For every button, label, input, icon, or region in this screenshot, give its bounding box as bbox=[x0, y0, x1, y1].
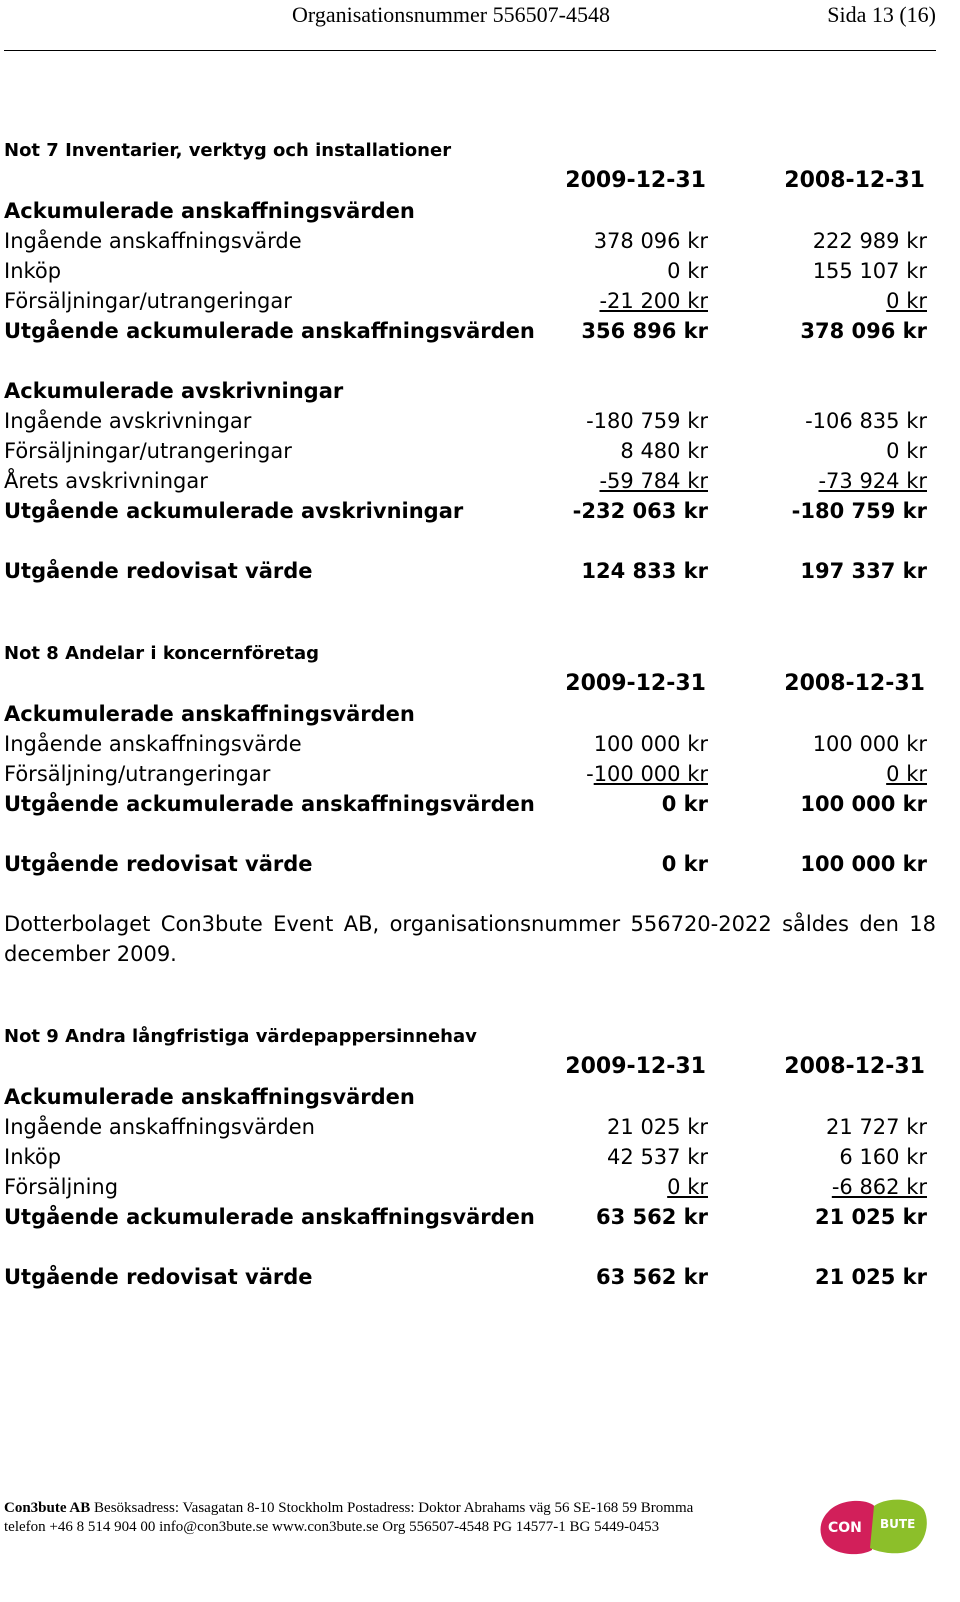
column-headers bbox=[4, 166, 954, 196]
note-paragraph: Dotterbolaget Con3bute Event AB, organisationsnummer 556720-2022 såldes den 18 december 2009. bbox=[4, 912, 936, 966]
column-headers bbox=[4, 669, 954, 699]
logo-text-left: CON bbox=[828, 1520, 862, 1536]
section-heading: Ackumulerade anskaffningsvärden bbox=[4, 199, 415, 223]
total-row: Utgående ackumulerade anskaffningsvärden 63 562 kr 21 025 kr bbox=[4, 1205, 927, 1229]
book-value-row: Utgående redovisat värde 124 833 kr 197 337 kr bbox=[4, 559, 927, 583]
note-title: Not 9 Andra långfristiga värdepappersinnehav bbox=[4, 1026, 477, 1047]
table-row: Försäljningar/utrangeringar 8 480 kr 0 kr bbox=[4, 439, 927, 463]
page-number: Sida 13 (16) bbox=[827, 2, 936, 27]
page-header bbox=[0, 0, 960, 30]
column-2008: 2008-12-31 bbox=[784, 1054, 925, 1079]
table-row: Inköp 0 kr 155 107 kr bbox=[4, 259, 927, 283]
logo-text-right: BUTE bbox=[880, 1517, 916, 1531]
header-divider bbox=[4, 50, 936, 51]
note-9 bbox=[4, 1022, 954, 1292]
column-2009: 2009-12-31 bbox=[565, 1054, 706, 1079]
footer-line-1: Con3bute AB Besöksadress: Vasagatan 8-10 Stockholm Postadress: Doktor Abrahams väg 56 SE-168 59 Bromma bbox=[4, 1500, 694, 1516]
footer-line-2: telefon +46 8 514 904 00 info@con3bute.se www.con3bute.se Org 556507-4548 PG 14577-1 BG 5449-0453 bbox=[4, 1519, 660, 1535]
total-row: Utgående ackumulerade anskaffningsvärden 356 896 kr 378 096 kr bbox=[4, 319, 927, 343]
note-7 bbox=[4, 136, 954, 586]
column-2009: 2009-12-31 bbox=[565, 671, 706, 696]
book-value-row: Utgående redovisat värde 0 kr 100 000 kr bbox=[4, 852, 927, 876]
column-2009: 2009-12-31 bbox=[565, 168, 706, 193]
note-8 bbox=[4, 639, 954, 969]
company-logo bbox=[818, 1494, 928, 1558]
total-row: Utgående ackumulerade anskaffningsvärden 0 kr 100 000 kr bbox=[4, 792, 927, 816]
note-title: Not 7 Inventarier, verktyg och installationer bbox=[4, 140, 452, 161]
book-value-row: Utgående redovisat värde 63 562 kr 21 025 kr bbox=[4, 1265, 927, 1289]
table-row: Försäljning 0 kr -6 862 kr bbox=[4, 1175, 927, 1199]
section-heading: Ackumulerade avskrivningar bbox=[4, 379, 344, 403]
note-title: Not 8 Andelar i koncernföretag bbox=[4, 643, 319, 664]
total-row: Utgående ackumulerade avskrivningar -232 063 kr -180 759 kr bbox=[4, 499, 927, 523]
table-row: Inköp 42 537 kr 6 160 kr bbox=[4, 1145, 927, 1169]
column-2008: 2008-12-31 bbox=[784, 671, 925, 696]
table-row: Ingående anskaffningsvärde 378 096 kr 222 989 kr bbox=[4, 229, 927, 253]
table-row: Ingående anskaffningsvärde 100 000 kr 100 000 kr bbox=[4, 732, 927, 756]
table-row: Försäljning/utrangeringar -100 000 kr 0 kr bbox=[4, 762, 927, 786]
table-row: Ingående anskaffningsvärden 21 025 kr 21 727 kr bbox=[4, 1115, 927, 1139]
section-heading: Ackumulerade anskaffningsvärden bbox=[4, 1085, 415, 1109]
page-footer bbox=[4, 1499, 693, 1537]
column-headers bbox=[4, 1052, 954, 1082]
section-heading: Ackumulerade anskaffningsvärden bbox=[4, 702, 415, 726]
table-row: Årets avskrivningar -59 784 kr -73 924 kr bbox=[4, 469, 927, 493]
column-2008: 2008-12-31 bbox=[784, 168, 925, 193]
table-row: Ingående avskrivningar -180 759 kr -106 835 kr bbox=[4, 409, 927, 433]
table-row: Försäljningar/utrangeringar -21 200 kr 0 kr bbox=[4, 289, 927, 313]
org-number: Organisationsnummer 556507-4548 bbox=[292, 2, 610, 27]
